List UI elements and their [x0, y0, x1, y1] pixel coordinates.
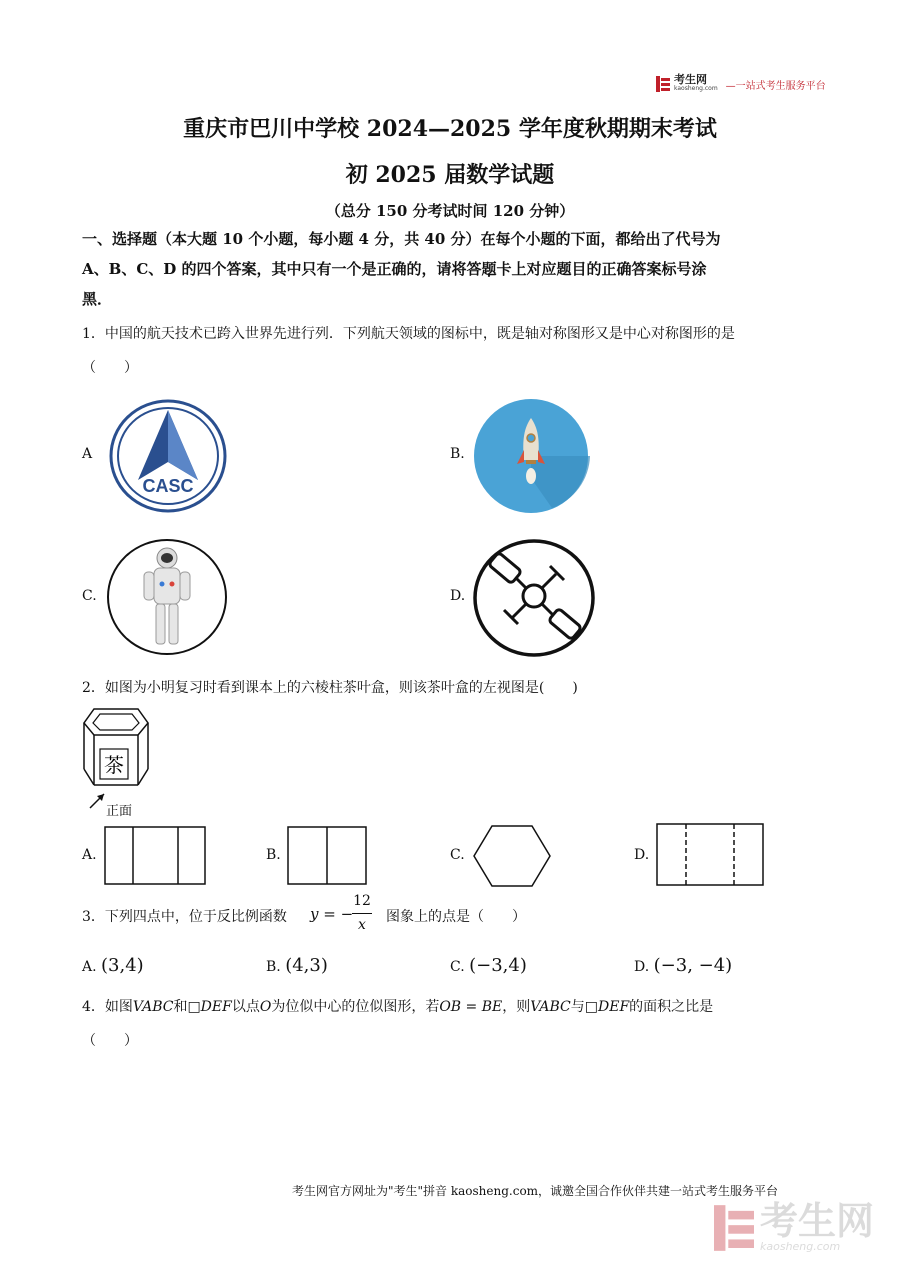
watermark: [714, 1199, 875, 1253]
q3-option-a: A. (3,4): [82, 955, 144, 976]
arrow-icon: [88, 790, 108, 810]
q3-func-lhs: y = −: [310, 905, 354, 923]
q2-text: 2．如图为小明复习时看到课本上的六棱柱茶叶盒，则该茶叶盒的左视图是( ): [82, 680, 578, 696]
q2-option-d-label: D.: [634, 847, 650, 863]
q4-text: 4．如图VABC和□DEF以点O为位似中心的位似图形，若OB = BE，则VABC与□DEF的面积之比是: [82, 999, 714, 1015]
casc-logo-icon: [108, 398, 228, 514]
q3-option-c: C. (−3,4): [450, 955, 527, 976]
header-slogan: —一站式考生服务平台: [725, 80, 826, 92]
q1-option-a-label: A: [82, 446, 93, 462]
rocket-icon: [472, 398, 590, 514]
front-label: 正面: [106, 804, 133, 819]
q2-option-a-figure: [104, 826, 206, 886]
astronaut-icon: [106, 538, 228, 656]
q3-option-d: D. (−3, −4): [634, 955, 733, 976]
q3-denominator: x: [358, 917, 366, 933]
logo-text: [674, 75, 718, 93]
q3-post: 图象上的点是（ ）: [386, 909, 526, 925]
q3-option-b: B. (4,3): [266, 955, 328, 976]
section1-line3: 黑．: [82, 290, 113, 308]
q3-pre: 3．下列四点中，位于反比例函数: [82, 909, 287, 925]
casc-text: CASC: [142, 476, 194, 496]
q2-option-a-label: A.: [82, 847, 97, 863]
page-footer: 考生网官方网址为"考生"拼音 kaosheng.com，诚邀全国合作伙伴共建一站式考生服务平台: [292, 1184, 779, 1198]
q2-option-c-figure: [472, 824, 552, 888]
q2-option-c-label: C.: [450, 847, 465, 863]
logo-name: 考生网: [674, 73, 707, 86]
kaosheng-logo-icon: [656, 76, 670, 92]
q2-option-d-figure: [656, 823, 764, 887]
section1-line1: 一、选择题（本大题 10 个小题，每小题 4 分，共 40 分）在每个小题的下面，都给出了代号为: [82, 230, 721, 248]
watermark-text: 考生网: [760, 1199, 875, 1243]
header-logo: [656, 74, 826, 94]
q3-numerator: 12: [353, 893, 371, 909]
q1-text: 1．中国的航天技术已跨入世界先进行列．下列航天领域的图标中，既是轴对称图形又是中心对称图形的是: [82, 326, 735, 342]
q2-option-b-figure: [287, 826, 367, 886]
watermark-logo-icon: [714, 1205, 754, 1251]
logo-domain: kaosheng.com: [674, 85, 718, 92]
q1-option-b-label: B.: [450, 446, 465, 462]
watermark-domain: kaosheng.com: [760, 1240, 841, 1253]
q1-option-c-label: C.: [82, 588, 97, 604]
q4-paren: （ ）: [82, 1033, 138, 1049]
exam-title-line2: 初 2025 届数学试题: [345, 162, 555, 188]
tea-char: 茶: [104, 753, 124, 777]
q1-option-d-label: D.: [450, 588, 466, 604]
exam-title-line1: 重庆市巴川中学校 2024—2025 学年度秋期期末考试: [183, 116, 717, 142]
exam-note: （总分 150 分考试时间 120 分钟）: [325, 202, 575, 220]
tea-box-figure: [78, 705, 158, 795]
fraction-bar: [352, 913, 372, 914]
space-station-icon: [472, 538, 596, 658]
q1-paren: （ ）: [82, 360, 138, 376]
section1-emphasis: 答题卡 .: [467, 260, 512, 278]
q2-option-b-label: B.: [266, 847, 281, 863]
section1-line2: A、B、C、D 的四个答案，其中只有一个是正确的，请将答题卡 .上对应题目的正确答案标号涂: [82, 254, 707, 284]
